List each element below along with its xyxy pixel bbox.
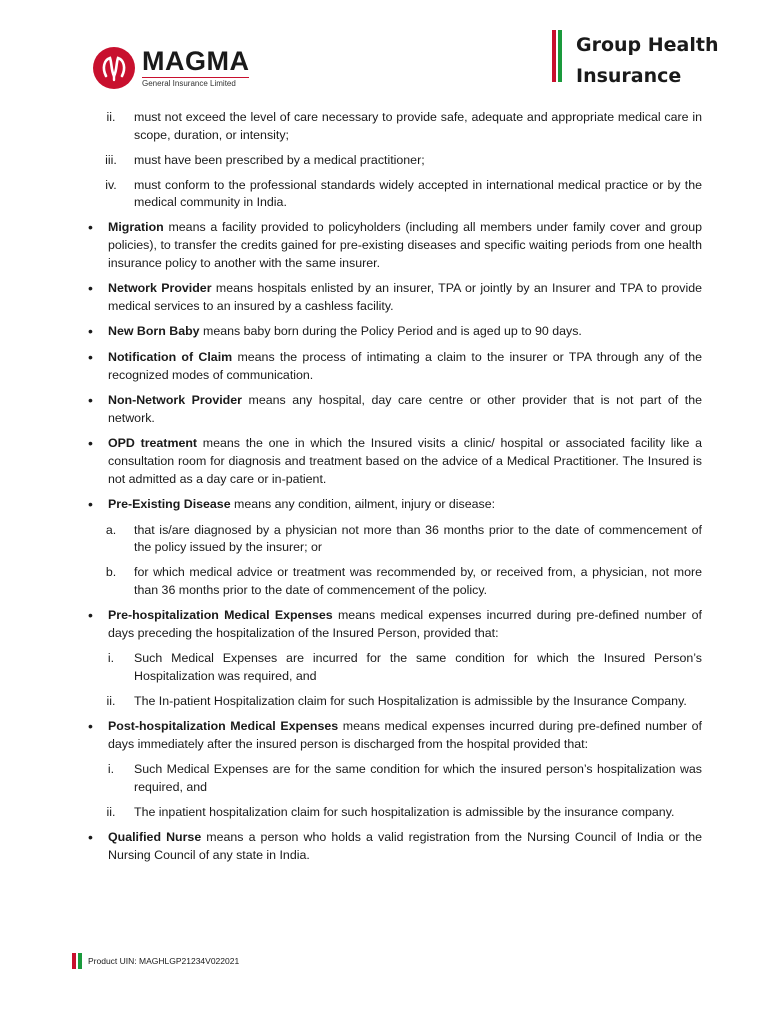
sub-text: must not exceed the level of care necessary to provide safe, adequate and appropriate medical care in scope, duration, or intensity;: [134, 110, 702, 142]
term: Migration: [108, 220, 164, 235]
definition: means hospitals enlisted by an insurer, TPA or jointly by an Insurer and TPA to provide medical services to an insured by a cashless facility.: [108, 281, 702, 313]
definition-pre-hospitalization: [88, 607, 702, 642]
term: New Born Baby: [108, 324, 200, 339]
definition-new-born-baby: [88, 323, 702, 341]
definitions-content: [88, 109, 702, 872]
definition: means the process of intimating a claim to the insurer or TPA through any of the recognized modes of communication.: [108, 350, 702, 382]
red-bar: [552, 30, 556, 82]
sub-item: [88, 761, 702, 796]
magma-logo-icon: [92, 46, 136, 90]
sub-text: that is/are diagnosed by a physician not more than 36 months prior to the date of commencement of the policy issued by the insurer; or: [134, 522, 702, 555]
definition: means any hospital, day care centre or other provider that is not part of the network.: [108, 393, 703, 425]
bullet-icon: •: [88, 219, 93, 236]
sub-text: must conform to the professional standards widely accepted in international medical practice or by the medical community in India.: [134, 177, 702, 210]
sub-item: [88, 804, 702, 822]
sub-item: [88, 693, 702, 711]
definition: means medical expenses incurred during pre-defined number of days immediately after the insured person is discharged from the hospital provided that:: [108, 719, 702, 751]
title-line-2: Insurance: [576, 65, 682, 87]
title-line-1: Group Health: [576, 34, 719, 56]
definition: means a facility provided to policyholders (including all members under family cover and group policies), to transfer the credits gained for pre-existing diseases and specific waiting periods from one health insurance policy to another with the same insurer.: [108, 220, 702, 270]
sub-marker: b.: [105, 565, 117, 580]
definition-migration: [88, 219, 702, 272]
sub-marker: i.: [107, 651, 115, 666]
sub-item: [88, 564, 702, 599]
definition: means a person who holds a valid registration from the Nursing Council of India or the Nursing Council of any state in India.: [108, 830, 702, 862]
document-title: [552, 30, 719, 92]
green-bar: [558, 30, 562, 82]
term: Non-Network Provider: [108, 393, 242, 408]
sub-item: [88, 650, 702, 685]
sub-text: The inpatient hospitalization claim for such hospitalization is admissible by the insurance company.: [134, 805, 675, 819]
page-header: [0, 0, 768, 100]
sub-marker: i.: [107, 762, 115, 777]
logo-subtitle: General Insurance Limited: [142, 77, 249, 88]
sub-item: [88, 152, 702, 170]
definition: means any condition, ailment, injury or disease:: [230, 497, 496, 512]
definition: means baby born during the Policy Period and is aged up to 90 days.: [199, 324, 582, 339]
footer-green-bar: [78, 953, 82, 969]
term: Pre-hospitalization Medical Expenses: [108, 608, 333, 623]
definition-network-provider: [88, 280, 702, 315]
term: Post-hospitalization Medical Expenses: [108, 719, 339, 734]
sub-item: [88, 177, 702, 212]
sub-marker: a.: [105, 522, 117, 537]
footer-brand-bars: [72, 953, 82, 969]
bullet-icon: •: [88, 349, 93, 366]
term: Network Provider: [108, 281, 212, 296]
product-uin: Product UIN: MAGHLGP21234V022021: [88, 956, 240, 966]
footer-red-bar: [72, 953, 76, 969]
sub-marker: iii.: [105, 152, 117, 167]
bullet-icon: •: [88, 607, 93, 624]
bullet-icon: •: [88, 392, 93, 409]
brand-bars: [552, 30, 562, 92]
bullet-icon: •: [88, 718, 93, 735]
sub-text: The In-patient Hospitalization claim for such Hospitalization is admissible by the Insurance Company.: [134, 694, 687, 709]
bullet-icon: •: [88, 323, 93, 340]
definition-post-hospitalization: [88, 718, 702, 753]
definition-opd-treatment: [88, 435, 702, 488]
definition-qualified-nurse: [88, 829, 702, 864]
term: Qualified Nurse: [108, 830, 202, 845]
bullet-icon: •: [88, 496, 93, 513]
term: Pre-Existing Disease: [108, 497, 231, 512]
sub-text: Such Medical Expenses are incurred for the same condition for which the Insured Person’s Hospitalization was required, and: [134, 651, 702, 683]
sub-text: Such Medical Expenses are for the same condition for which the insured person’s hospitalization was required, and: [134, 762, 702, 794]
definition-pre-existing-disease: [88, 496, 702, 514]
sub-text: must have been prescribed by a medical practitioner;: [134, 152, 425, 167]
definition-notification-of-claim: [88, 349, 702, 384]
definition: means medical expenses incurred during pre-defined number of days preceding the hospitalization of the Insured Person, provided that:: [108, 608, 702, 640]
bullet-icon: •: [88, 435, 93, 452]
company-logo: [92, 46, 249, 90]
sub-text: for which medical advice or treatment was recommended by, or received from, a physician, not more than 36 months prior to the date of commencement of the policy.: [134, 565, 702, 598]
bullet-icon: •: [88, 280, 93, 297]
sub-marker: ii.: [106, 694, 116, 709]
definition-non-network-provider: [88, 392, 702, 427]
sub-marker: ii.: [106, 110, 116, 124]
page-footer: [72, 953, 239, 969]
sub-item: [88, 522, 702, 557]
sub-marker: iv.: [105, 177, 117, 192]
term: OPD treatment: [108, 436, 198, 451]
logo-name: MAGMA: [142, 46, 250, 76]
sub-item: [88, 109, 702, 144]
term: Notification of Claim: [108, 350, 233, 365]
definition: means the one in which the Insured visits a clinic/ hospital or associated facility like a consultation room for diagnosis and treatment based on the advice of a Medical Practitioner. The Insured is not admitted as a day care or in-patient.: [108, 436, 702, 486]
bullet-icon: •: [88, 829, 93, 846]
sub-marker: ii.: [106, 805, 116, 819]
